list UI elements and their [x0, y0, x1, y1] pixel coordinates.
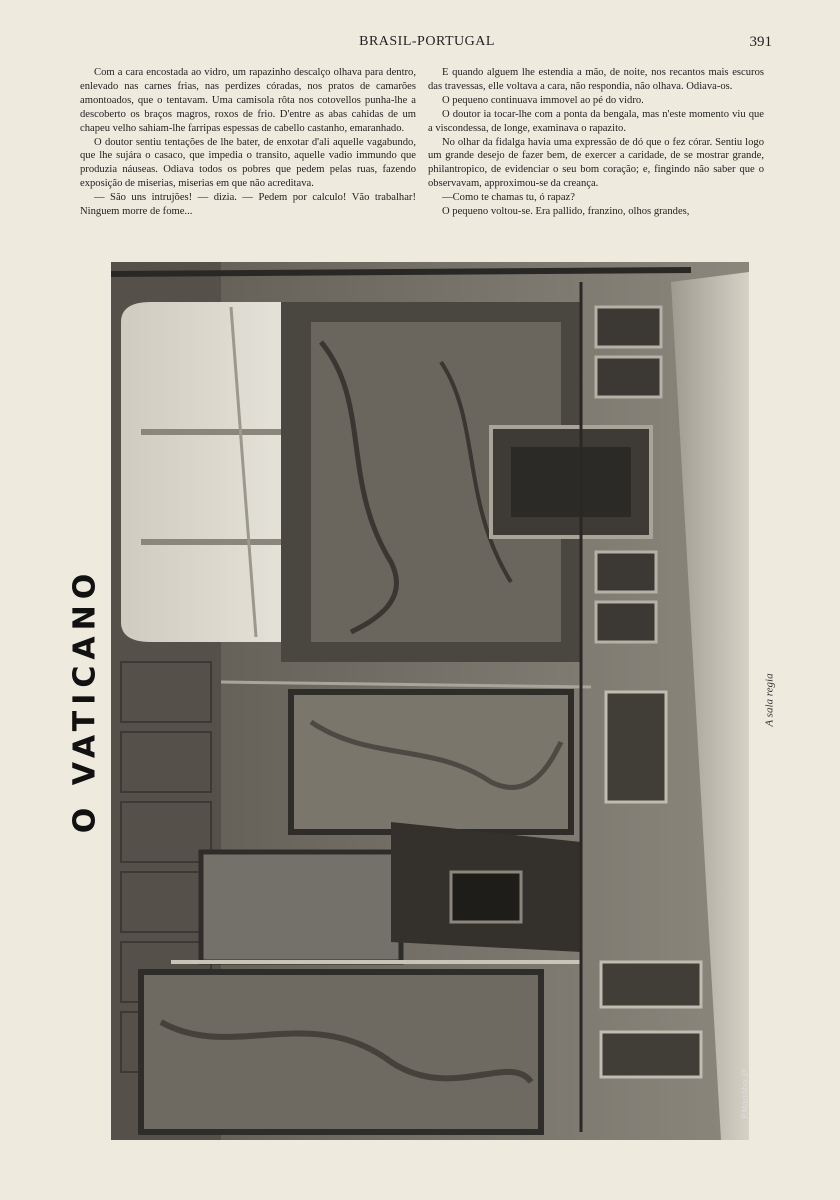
photo-illustration: [111, 262, 749, 1140]
paragraph: Com a cara encostada ao vidro, um rapazinho descalço olhava para dentro, enlevado nas carnes frias, nas perdizes córadas, nos pratos de camarões amontoados, que o tentavam. Uma camisola rôta nos cotovellos punha-lhe a descoberto os braços magros, roxos de frio. D'entre as abas cahidas de um chapeu velho sahiam-lhe farripas espessas de cabello castanho, emaranhado.: [80, 67, 416, 134]
article-text: [80, 66, 764, 252]
left-column: [80, 66, 416, 252]
photo-credit: [736, 1070, 754, 1116]
paragraph: E quando alguem lhe estendia a mão, de noite, nos recantos mais escuros das travessas, elle voltava a cara, não respondia, não olhava. Odiava-os.: [428, 67, 764, 92]
paragraph: O doutor sentiu tentações de lhe bater, de enxotar d'ali aquelle vagabundo, que lhe sujára o casaco, que impedia o transito, aquelle vadio immundo que produzia náuseas. Odiava todos os pobres que pedem pelas ruas, fazendo exposição de miserias, miserias em que não acreditava.: [80, 136, 416, 190]
paragraph: —Como te chamas tu, ó rapaz?: [442, 192, 575, 204]
page-number: 391: [749, 34, 772, 50]
photo-credit-text: P.Marinho 3º: [740, 1068, 750, 1118]
running-title: BRASIL-PORTUGAL: [359, 34, 495, 49]
right-column: [428, 66, 764, 252]
paragraph: O doutor ia tocar-lhe com a ponta da bengala, mas n'este momento viu que a viscondessa, de longe, examinava o rapazito.: [428, 108, 764, 134]
section-title: [67, 508, 103, 893]
paragraph: O pequeno continuava immovel ao pé do vidro.: [442, 94, 644, 106]
paragraph: O pequeno voltou-se. Era pallido, franzino, olhos grandes,: [442, 206, 690, 218]
sala-regia-photograph: [111, 262, 749, 1140]
figure-caption-text: A sala regia: [764, 673, 777, 727]
paragraph: — São uns intrujões! — dizia. — Pedem por calculo! Vão trabalhar! Ninguem morre de fome...: [80, 192, 416, 218]
section-title-text: O VATICANO: [67, 567, 103, 834]
page-header: [0, 34, 840, 56]
paragraph: No olhar da fidalga havia uma expressão de dó que o fez córar. Sentiu logo um grande desejo de fazer bem, de exercer a caridade, de se mostrar grande, philantropico, de evidenciar o seu bom coração; e, fingindo não saber que o observavam, approximou-se da creança.: [428, 136, 764, 190]
figure-caption: [758, 660, 782, 740]
